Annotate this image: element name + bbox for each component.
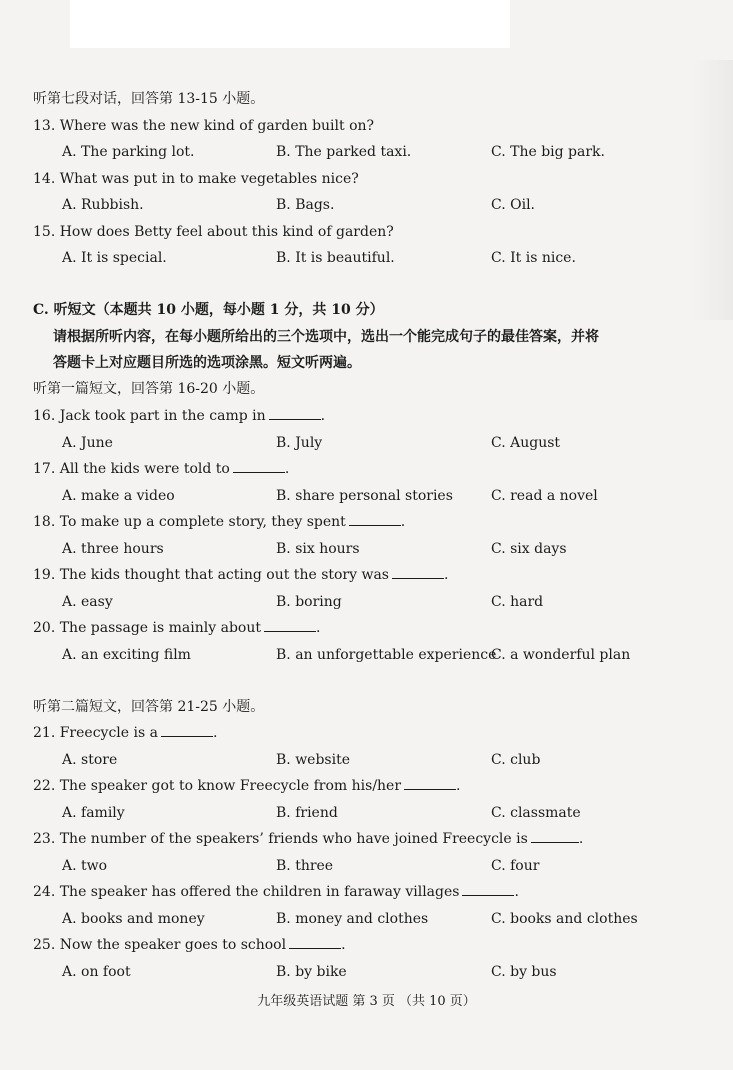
q24-stem-end: .: [514, 884, 519, 900]
q19-answer-blank: [392, 566, 444, 579]
q22-stem-text: 22. The speaker got to know Freecycle from his/her: [33, 778, 402, 794]
q23-stem-text: 23. The number of the speakers’ friends who have joined Freecycle is: [33, 831, 528, 847]
q18-option-c: C. six days: [491, 541, 567, 557]
q16-stem-end: .: [320, 408, 326, 424]
q21-option-c: C. club: [491, 752, 541, 768]
q22-option-a: A. family: [62, 805, 125, 821]
q21-stem-end: .: [212, 725, 218, 741]
q13-option-b: B. The parked taxi.: [276, 144, 412, 160]
q18-stem-end: .: [400, 514, 406, 530]
q22-answer-blank: [404, 777, 456, 790]
q23-stem-end: .: [578, 831, 584, 847]
q20-option-c: C. a wonderful plan: [491, 647, 631, 663]
q15-option-a: A. It is special.: [62, 250, 167, 266]
q17-stem-text: 17. All the kids were told to: [33, 461, 230, 477]
section-c-title: C. 听短文（本题共 10 小题，每小题 1 分，共 10 分）: [33, 302, 384, 318]
q19-stem-text: 19. The kids thought that acting out the story was: [33, 567, 389, 583]
q23-option-b: B. three: [276, 858, 334, 874]
q16-stem: [33, 407, 325, 425]
dialogue7-heading: 听第七段对话，回答第 13-15 小题。: [33, 91, 265, 107]
q17-stem-end: .: [284, 461, 290, 477]
q14-option-a: A. Rubbish.: [62, 197, 144, 213]
q19-option-c: C. hard: [491, 594, 544, 610]
q21-stem: [33, 724, 217, 742]
q25-option-a: A. on foot: [62, 964, 131, 980]
q20-stem-text: 20. The passage is mainly about: [33, 620, 261, 636]
q21-stem-text: 21. Freecycle is a: [33, 725, 158, 741]
q20-option-b: B. an unforgettable experience: [276, 647, 497, 663]
q24-option-a: A. books and money: [62, 911, 205, 927]
q17-answer-blank: [233, 460, 285, 473]
q16-answer-blank: [269, 407, 321, 420]
q13-option-a: A. The parking lot.: [62, 144, 195, 160]
instruction-line-2: 答题卡上对应题目所选的选项涂黑。短文听两遍。: [53, 355, 361, 371]
q15-option-b: B. It is beautiful.: [276, 250, 395, 266]
q24-stem: [33, 883, 519, 901]
q22-stem: [33, 777, 460, 795]
q25-stem: [33, 936, 346, 954]
q19-stem: [33, 566, 448, 584]
q16-stem-text: 16. Jack took part in the camp in: [33, 408, 266, 424]
q22-option-c: C. classmate: [491, 805, 581, 821]
q14-option-c: C. Oil.: [491, 197, 535, 213]
q17-option-b: B. share personal stories: [276, 488, 453, 504]
q21-answer-blank: [161, 724, 213, 737]
q23-answer-blank: [531, 830, 579, 843]
q20-stem: [33, 619, 320, 637]
instruction-line-1: 请根据所听内容，在每小题所给出的三个选项中，选出一个能完成句子的最佳答案，并将: [53, 329, 599, 345]
q25-option-b: B. by bike: [276, 964, 347, 980]
q18-option-b: B. six hours: [276, 541, 360, 557]
q23-option-a: A. two: [62, 858, 108, 874]
q25-answer-blank: [289, 936, 341, 949]
q21-option-a: A. store: [62, 752, 118, 768]
q20-stem-end: .: [315, 620, 321, 636]
q18-stem-text: 18. To make up a complete story, they spent: [33, 514, 346, 530]
q23-option-c: C. four: [491, 858, 540, 874]
q20-answer-blank: [264, 619, 316, 632]
q15-option-c: C. It is nice.: [491, 250, 576, 266]
q16-option-c: C. August: [491, 435, 561, 451]
q15-stem: 15. How does Betty feel about this kind of garden?: [33, 224, 394, 240]
q20-option-a: A. an exciting film: [62, 647, 191, 663]
q22-stem-end: .: [456, 778, 461, 794]
page-footer: 九年级英语试题 第 3 页 （共 10 页）: [257, 994, 476, 1009]
q13-stem: 13. Where was the new kind of garden built on?: [33, 118, 375, 134]
q16-option-a: A. June: [62, 435, 113, 451]
q19-stem-end: .: [444, 567, 449, 583]
q17-stem: [33, 460, 289, 478]
scan-shadow: [693, 60, 733, 320]
q22-option-b: B. friend: [276, 805, 338, 821]
passage2-heading: 听第二篇短文，回答第 21-25 小题。: [33, 699, 265, 715]
q24-option-b: B. money and clothes: [276, 911, 429, 927]
q25-option-c: C. by bus: [491, 964, 557, 980]
q18-stem: [33, 513, 405, 531]
q13-option-c: C. The big park.: [491, 144, 605, 160]
q25-stem-end: .: [341, 937, 346, 953]
q24-answer-blank: [462, 883, 514, 896]
q14-stem: 14. What was put in to make vegetables nice?: [33, 171, 359, 187]
q24-option-c: C. books and clothes: [491, 911, 638, 927]
q24-stem-text: 24. The speaker has offered the children in faraway villages: [33, 884, 460, 900]
q18-answer-blank: [349, 513, 401, 526]
passage1-heading: 听第一篇短文，回答第 16-20 小题。: [33, 381, 265, 397]
q14-option-b: B. Bags.: [276, 197, 335, 213]
q19-option-a: A. easy: [62, 594, 113, 610]
q25-stem-text: 25. Now the speaker goes to school: [33, 937, 287, 953]
q17-option-a: A. make a video: [62, 488, 175, 504]
q23-stem: [33, 830, 583, 848]
top-blank-strip: [70, 0, 510, 48]
q17-option-c: C. read a novel: [491, 488, 598, 504]
q21-option-b: B. website: [276, 752, 350, 768]
q19-option-b: B. boring: [276, 594, 342, 610]
q18-option-a: A. three hours: [62, 541, 164, 557]
q16-option-b: B. July: [276, 435, 323, 451]
